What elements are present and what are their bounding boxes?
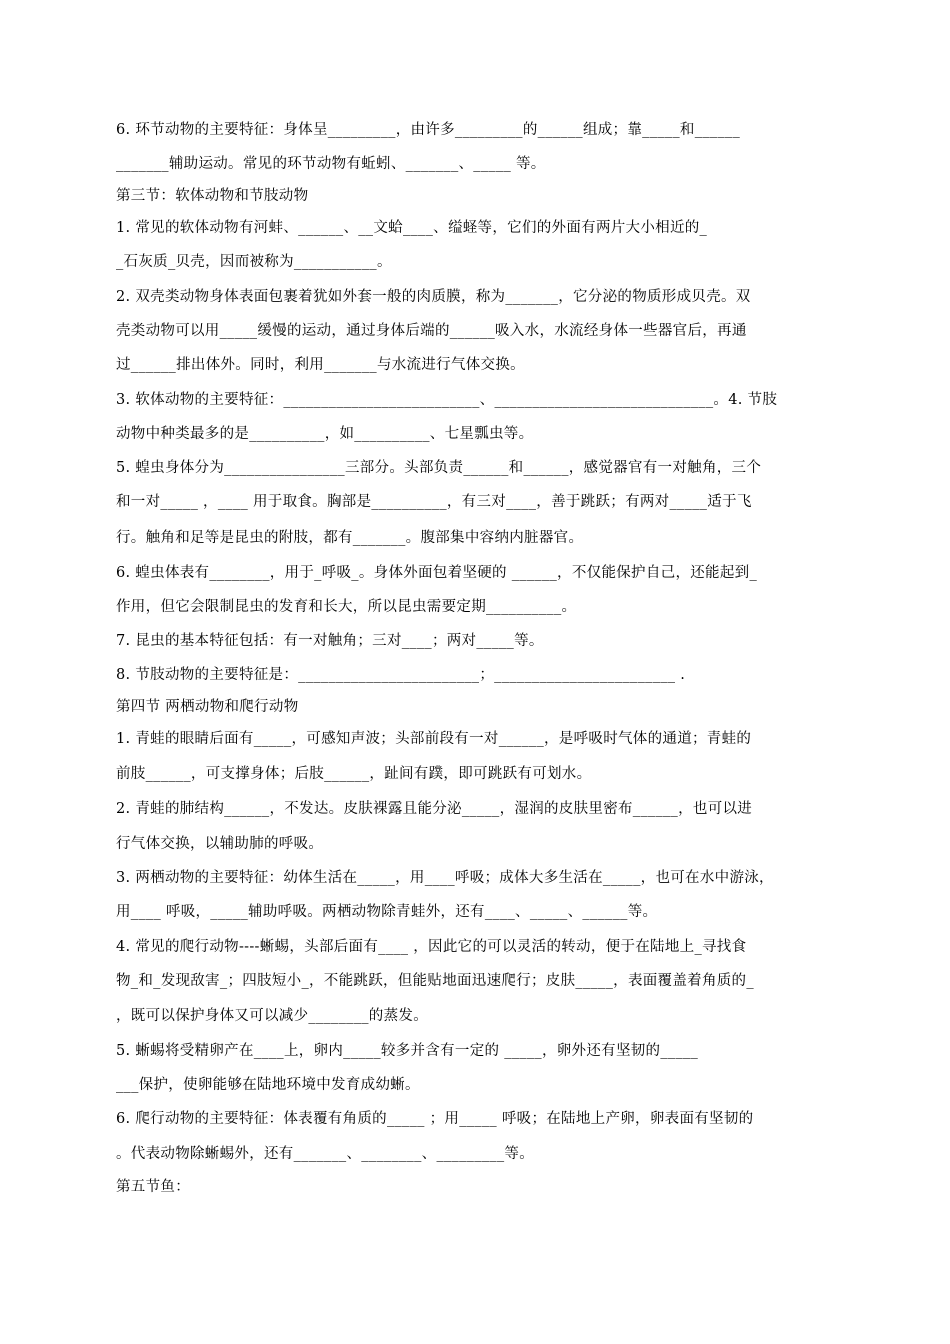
text-line: 物_和_发现敌害_；四肢短小_，不能跳跃，但能贴地面迅速爬行；皮肤_____，表面覆盖着角质的_ bbox=[116, 973, 754, 989]
text-line: 和一对_____ ，____ 用于取食。胸部是__________，有三对____，善于跳跃；有两对_____适于飞 bbox=[116, 494, 752, 510]
section-heading: 第五节鱼： bbox=[116, 1179, 190, 1195]
text-line: 。代表动物除蜥蜴外，还有_______、________、_________等。 bbox=[116, 1146, 534, 1162]
text-line: 2. 青蛙的肺结构______，不发达。皮肤裸露且能分泌_____，湿润的皮肤里密布______，也可以进 bbox=[116, 801, 753, 817]
text-line: 8. 节肢动物的主要特征是：________________________；________________________ . bbox=[116, 667, 686, 683]
text-line: 6. 爬行动物的主要特征：体表覆有角质的_____ ；用_____ 呼吸；在陆地上产卵，卵表面有坚韧的 bbox=[116, 1111, 754, 1127]
text-line: _石灰质_贝壳，因而被称为___________。 bbox=[116, 254, 392, 270]
text-line: 行气体交换，以辅助肺的呼吸。 bbox=[116, 836, 324, 852]
text-line: 作用，但它会限制昆虫的发育和长大，所以昆虫需要定期__________。 bbox=[116, 599, 577, 615]
text-line: 4. 常见的爬行动物----蜥蜴，头部后面有____ ，因此它的可以灵活的转动，便于在陆地上_寻找食 bbox=[116, 939, 747, 955]
text-line: 用____ 呼吸，_____辅助呼吸。两栖动物除青蛙外，还有____、_____、______等。 bbox=[116, 904, 658, 920]
text-line: _______辅助运动。常见的环节动物有蚯蚓、_______、_____ 等。 bbox=[116, 156, 546, 172]
text-line: 7. 昆虫的基本特征包括：有一对触角；三对____；两对_____等。 bbox=[116, 633, 544, 649]
text-line: 5. 蜥蜴将受精卵产在____上，卵内_____较多并含有一定的 _____，卵外还有坚韧的_____ bbox=[116, 1043, 699, 1059]
text-line: 过______排出体外。同时，利用_______与水流进行气体交换。 bbox=[116, 357, 525, 373]
text-line: 6. 蝗虫体表有________，用于_呼吸_。身体外面包着坚硬的 ______，不仅能保护自己，还能起到_ bbox=[116, 565, 757, 581]
text-line: 1. 常见的软体动物有河蚌、______、__文蛤____、缢蛏等，它们的外面有两片大小相近的_ bbox=[116, 220, 708, 236]
text-line: 动物中种类最多的是__________，如__________、七星瓢虫等。 bbox=[116, 426, 534, 442]
text-line: 2. 双壳类动物身体表面包裹着犹如外套一般的肉质膜，称为_______，它分泌的物质形成贝壳。双 bbox=[116, 289, 751, 305]
text-line: 5. 蝗虫身体分为________________三部分。头部负责______和______，感觉器官有一对触角，三个 bbox=[116, 460, 762, 476]
section-heading: 第四节 两栖动物和爬行动物 bbox=[116, 699, 299, 715]
text-line: ___保护，使卵能够在陆地环境中发育成幼蜥。 bbox=[116, 1077, 420, 1093]
text-line: ，既可以保护身体又可以减少________的蒸发。 bbox=[116, 1008, 428, 1024]
text-line: 壳类动物可以用_____缓慢的运动，通过身体后端的______吸入水，水流经身体一些器官后，再通 bbox=[116, 323, 747, 339]
section-heading: 第三节：软体动物和节肢动物 bbox=[116, 188, 309, 204]
text-line: 1. 青蛙的眼睛后面有_____，可感知声波；头部前段有一对______，是呼吸时气体的通道；青蛙的 bbox=[116, 731, 752, 747]
text-line: 3. 软体动物的主要特征：__________________________、_____________________________。4. 节肢 bbox=[116, 392, 778, 408]
text-line: 6. 环节动物的主要特征：身体呈_________，由许多_________的______组成；靠_____和______ bbox=[116, 122, 740, 138]
text-line: 3. 两栖动物的主要特征：幼体生活在_____，用____呼吸；成体大多生活在_____，也可在水中游泳， bbox=[116, 870, 774, 886]
text-line: 行。触角和足等是昆虫的附肢，都有_______。腹部集中容纳内脏器官。 bbox=[116, 530, 584, 546]
text-line: 前肢______，可支撑身体；后肢______，趾间有蹼，即可跳跃有可划水。 bbox=[116, 766, 592, 782]
